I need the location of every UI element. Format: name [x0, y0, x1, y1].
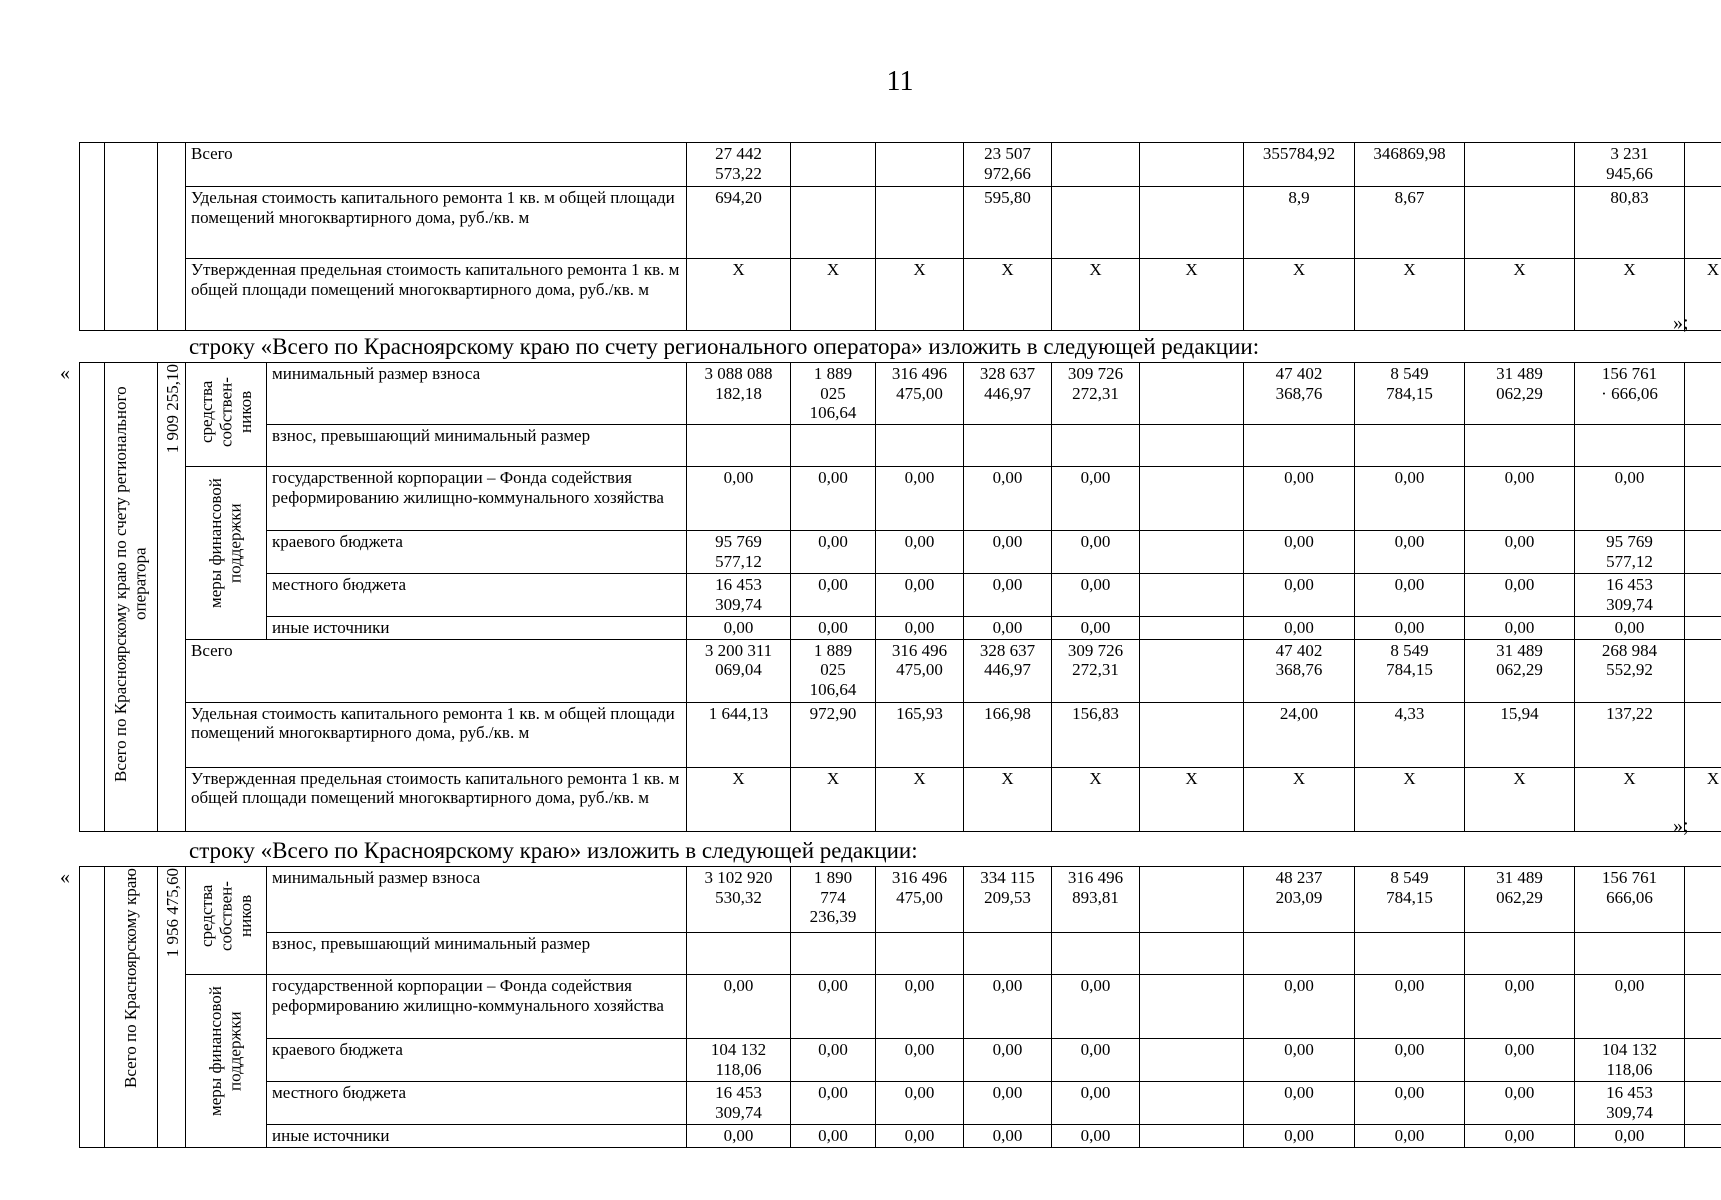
group-owners — [186, 363, 267, 467]
blank-cell — [80, 143, 105, 331]
value-cell: 0,00 — [1244, 531, 1355, 574]
value-cell: 23 507 972,66 — [964, 143, 1052, 187]
value-cell — [876, 143, 964, 187]
value-cell — [1685, 975, 1721, 1039]
value-cell: 80,83 — [1575, 187, 1685, 259]
value-cell — [687, 933, 791, 975]
value-cell: 0,00 — [876, 617, 964, 640]
value-cell: 0,00 — [964, 1082, 1052, 1125]
group-owners-text: средства собствен-ников — [196, 377, 255, 447]
value-cell: 0,00 — [1244, 975, 1355, 1039]
value-cell: 8 549 784,15 — [1355, 363, 1465, 425]
value-cell: 0,00 — [964, 617, 1052, 640]
value-cell: 3 102 920 530,32 — [687, 867, 791, 933]
value-cell — [1140, 639, 1244, 702]
table-row — [80, 1082, 1721, 1125]
value-cell: 0,00 — [876, 1082, 964, 1125]
value-cell — [1052, 143, 1140, 187]
value-cell — [1140, 1039, 1244, 1082]
value-cell: 0,00 — [1465, 1082, 1575, 1125]
value-cell: 0,00 — [1052, 1082, 1140, 1125]
value-cell: X — [1685, 767, 1721, 831]
value-cell: X — [876, 259, 964, 331]
table-regional-operator — [79, 362, 1721, 832]
row-group-header-text: Всего по Красноярскому краю — [121, 868, 141, 1088]
table-row — [80, 639, 1721, 702]
value-cell — [1685, 702, 1721, 767]
value-cell: 0,00 — [1465, 1125, 1575, 1148]
value-cell: 268 984 552,92 — [1575, 639, 1685, 702]
value-cell: 355784,92 — [1244, 143, 1355, 187]
value-cell: X — [687, 767, 791, 831]
value-cell: 0,00 — [1355, 975, 1465, 1039]
value-cell: 95 769 577,12 — [1575, 531, 1685, 574]
value-cell: 1 890 774 236,39 — [791, 867, 876, 933]
area-cell — [158, 867, 186, 1148]
value-cell: 0,00 — [876, 975, 964, 1039]
table-row — [80, 259, 1721, 331]
value-cell: 316 496 475,00 — [876, 363, 964, 425]
value-cell: 0,00 — [791, 467, 876, 531]
value-cell — [1685, 933, 1721, 975]
value-cell: 104 132 118,06 — [687, 1039, 791, 1082]
value-cell — [1465, 143, 1575, 187]
value-cell: 328 637 446,97 — [964, 639, 1052, 702]
table-row — [80, 531, 1721, 574]
value-cell: X — [1140, 259, 1244, 331]
table-row — [80, 933, 1721, 975]
value-cell — [1465, 187, 1575, 259]
value-cell — [791, 143, 876, 187]
value-cell: X — [1052, 259, 1140, 331]
row-group-header — [105, 867, 158, 1148]
value-cell: 0,00 — [1355, 1125, 1465, 1148]
value-cell — [1140, 867, 1244, 933]
value-cell: 0,00 — [876, 1039, 964, 1082]
caption-operator: строку «Всего по Красноярскому краю по счету регионального оператора» изложить в следующей редакции: — [189, 334, 1260, 359]
value-cell: 0,00 — [1575, 1125, 1685, 1148]
value-cell: 0,00 — [791, 1039, 876, 1082]
value-cell: 328 637 446,97 — [964, 363, 1052, 425]
blank-cell — [105, 143, 158, 331]
value-cell: 0,00 — [791, 574, 876, 617]
value-cell — [1685, 1039, 1721, 1082]
group-owners — [186, 867, 267, 975]
value-cell — [1685, 187, 1721, 259]
value-cell: 0,00 — [876, 1125, 964, 1148]
value-cell: 0,00 — [1355, 1082, 1465, 1125]
row-label: иные источники — [267, 617, 687, 640]
value-cell — [1244, 933, 1355, 975]
value-cell — [1140, 143, 1244, 187]
value-cell: 309 726 272,31 — [1052, 639, 1140, 702]
value-cell — [1355, 933, 1465, 975]
row-group-header — [105, 363, 158, 832]
value-cell: 0,00 — [964, 1125, 1052, 1148]
value-cell: 137,22 — [1575, 702, 1685, 767]
value-cell: 0,00 — [1355, 574, 1465, 617]
table-row — [80, 1039, 1721, 1082]
value-cell: 166,98 — [964, 702, 1052, 767]
open-quote: « — [60, 362, 70, 384]
value-cell — [964, 933, 1052, 975]
value-cell: 165,93 — [876, 702, 964, 767]
page-number: 11 — [886, 66, 914, 97]
value-cell: 0,00 — [1244, 574, 1355, 617]
area-value: 1 909 255,10 — [163, 364, 182, 454]
value-cell — [1685, 467, 1721, 531]
value-cell: 316 496 893,81 — [1052, 867, 1140, 933]
value-cell — [876, 933, 964, 975]
value-cell — [1685, 867, 1721, 933]
value-cell — [964, 425, 1052, 467]
value-cell: X — [1244, 259, 1355, 331]
table-row — [80, 425, 1721, 467]
row-label: Утвержденная предельная стоимость капитального ремонта 1 кв. м общей площади помещений многоквартирного дома, руб./кв. м — [186, 259, 687, 331]
value-cell: 0,00 — [1575, 617, 1685, 640]
value-cell: 0,00 — [1465, 574, 1575, 617]
row-label: краевого бюджета — [267, 1039, 687, 1082]
row-label: краевого бюджета — [267, 531, 687, 574]
value-cell: 27 442 573,22 — [687, 143, 791, 187]
table-row — [80, 574, 1721, 617]
value-cell: 8 549 784,15 — [1355, 639, 1465, 702]
row-label: Утвержденная предельная стоимость капитального ремонта 1 кв. м общей площади помещений многоквартирного дома, руб./кв. м — [186, 767, 687, 831]
value-cell — [1140, 702, 1244, 767]
row-label: государственной корпорации – Фонда содействия реформированию жилищно-коммунального хозяйства — [267, 975, 687, 1039]
caption-total: строку «Всего по Красноярскому краю» изложить в следующей редакции: — [189, 838, 918, 863]
value-cell — [1140, 187, 1244, 259]
value-cell: X — [1575, 259, 1685, 331]
table-row — [80, 867, 1721, 933]
value-cell — [1685, 425, 1721, 467]
value-cell: 0,00 — [1575, 467, 1685, 531]
value-cell: X — [1244, 767, 1355, 831]
value-cell — [1140, 1082, 1244, 1125]
value-cell: 595,80 — [964, 187, 1052, 259]
value-cell: 0,00 — [1244, 1039, 1355, 1082]
open-quote: « — [60, 866, 70, 888]
group-support — [186, 467, 267, 640]
row-group-header-text: Всего по Красноярскому краю по счету регионального оператора — [111, 386, 150, 782]
value-cell: 104 132 118,06 — [1575, 1039, 1685, 1082]
value-cell — [1465, 933, 1575, 975]
value-cell: 0,00 — [1052, 574, 1140, 617]
row-label: взнос, превышающий минимальный размер — [267, 425, 687, 467]
value-cell: X — [1685, 259, 1721, 331]
value-cell: 0,00 — [876, 574, 964, 617]
value-cell — [1140, 531, 1244, 574]
value-cell — [1140, 975, 1244, 1039]
value-cell: 0,00 — [1355, 1039, 1465, 1082]
value-cell: 0,00 — [687, 617, 791, 640]
value-cell: X — [1465, 259, 1575, 331]
value-cell — [1052, 187, 1140, 259]
value-cell: X — [1465, 767, 1575, 831]
blank-cell — [158, 143, 186, 331]
value-cell — [1685, 143, 1721, 187]
value-cell — [1052, 425, 1140, 467]
value-cell — [791, 933, 876, 975]
group-support-text: меры финансовой поддержки — [206, 478, 245, 608]
group-support — [186, 975, 267, 1148]
value-cell: 15,94 — [1465, 702, 1575, 767]
value-cell — [1355, 425, 1465, 467]
value-cell: 0,00 — [1355, 531, 1465, 574]
value-cell: 0,00 — [1465, 617, 1575, 640]
value-cell: 1 889 025 106,64 — [791, 639, 876, 702]
value-cell: 0,00 — [791, 1082, 876, 1125]
value-cell — [687, 425, 791, 467]
value-cell: 47 402 368,76 — [1244, 363, 1355, 425]
table-row — [80, 767, 1721, 831]
value-cell — [1575, 425, 1685, 467]
value-cell: 156 761 · 666,06 — [1575, 363, 1685, 425]
value-cell: 8,9 — [1244, 187, 1355, 259]
value-cell: 3 088 088 182,18 — [687, 363, 791, 425]
value-cell: 4,33 — [1355, 702, 1465, 767]
value-cell — [1575, 933, 1685, 975]
value-cell: 16 453 309,74 — [687, 574, 791, 617]
value-cell: 0,00 — [964, 467, 1052, 531]
value-cell: 0,00 — [1355, 617, 1465, 640]
value-cell: 0,00 — [687, 975, 791, 1039]
value-cell: 316 496 475,00 — [876, 867, 964, 933]
value-cell: 0,00 — [791, 975, 876, 1039]
value-cell: 0,00 — [1244, 467, 1355, 531]
group-support-text: меры финансовой поддержки — [206, 986, 245, 1116]
value-cell: 8,67 — [1355, 187, 1465, 259]
row-label: Удельная стоимость капитального ремонта 1 кв. м общей площади помещений многоквартирного дома, руб./кв. м — [186, 187, 687, 259]
value-cell — [1685, 639, 1721, 702]
value-cell: 95 769 577,12 — [687, 531, 791, 574]
value-cell: 0,00 — [1052, 531, 1140, 574]
value-cell: 0,00 — [1465, 467, 1575, 531]
value-cell — [791, 425, 876, 467]
value-cell: 0,00 — [1465, 975, 1575, 1039]
value-cell — [1685, 1082, 1721, 1125]
value-cell: 0,00 — [1575, 975, 1685, 1039]
value-cell: 0,00 — [791, 1125, 876, 1148]
value-cell: 694,20 — [687, 187, 791, 259]
value-cell — [1140, 574, 1244, 617]
value-cell: 0,00 — [1052, 617, 1140, 640]
table-top-continuation — [79, 142, 1721, 331]
area-cell — [158, 363, 186, 832]
value-cell: X — [1355, 767, 1465, 831]
value-cell: 31 489 062,29 — [1465, 363, 1575, 425]
row-label: Всего — [186, 143, 687, 187]
value-cell: X — [791, 259, 876, 331]
value-cell: 47 402 368,76 — [1244, 639, 1355, 702]
table-row — [80, 975, 1721, 1039]
table-row — [80, 143, 1721, 187]
value-cell: 48 237 203,09 — [1244, 867, 1355, 933]
row-label: иные источники — [267, 1125, 687, 1148]
value-cell — [1465, 425, 1575, 467]
value-cell: X — [1140, 767, 1244, 831]
value-cell: 0,00 — [876, 531, 964, 574]
value-cell — [1140, 933, 1244, 975]
closing-mark: »; — [1673, 312, 1689, 334]
value-cell: 156 761 666,06 — [1575, 867, 1685, 933]
value-cell — [1244, 425, 1355, 467]
blank-cell — [80, 867, 105, 1148]
row-label: Всего — [186, 639, 687, 702]
value-cell: 0,00 — [1052, 1125, 1140, 1148]
value-cell: 0,00 — [687, 467, 791, 531]
closing-mark: »; — [1673, 815, 1689, 837]
row-label: местного бюджета — [267, 1082, 687, 1125]
value-cell: 0,00 — [1465, 531, 1575, 574]
value-cell: X — [876, 767, 964, 831]
value-cell — [876, 425, 964, 467]
value-cell: 0,00 — [964, 531, 1052, 574]
value-cell: X — [964, 767, 1052, 831]
table-row — [80, 1125, 1721, 1148]
value-cell: 0,00 — [1244, 1082, 1355, 1125]
value-cell: 0,00 — [1244, 1125, 1355, 1148]
value-cell: 31 489 062,29 — [1465, 867, 1575, 933]
table-row — [80, 702, 1721, 767]
value-cell: 0,00 — [1355, 467, 1465, 531]
value-cell: 0,00 — [964, 574, 1052, 617]
value-cell: X — [687, 259, 791, 331]
value-cell: 31 489 062,29 — [1465, 639, 1575, 702]
value-cell: 1 889 025 106,64 — [791, 363, 876, 425]
value-cell: 0,00 — [1052, 1039, 1140, 1082]
table-row — [80, 363, 1721, 425]
value-cell — [1140, 467, 1244, 531]
value-cell: 3 231 945,66 — [1575, 143, 1685, 187]
value-cell: 1 644,13 — [687, 702, 791, 767]
value-cell: 334 115 209,53 — [964, 867, 1052, 933]
value-cell: 3 200 311 069,04 — [687, 639, 791, 702]
value-cell — [1052, 933, 1140, 975]
value-cell: 16 453 309,74 — [687, 1082, 791, 1125]
value-cell — [1140, 617, 1244, 640]
value-cell: 8 549 784,15 — [1355, 867, 1465, 933]
row-label: местного бюджета — [267, 574, 687, 617]
value-cell — [1685, 574, 1721, 617]
value-cell: 0,00 — [1052, 975, 1140, 1039]
value-cell — [1140, 363, 1244, 425]
value-cell — [1140, 1125, 1244, 1148]
value-cell: 24,00 — [1244, 702, 1355, 767]
value-cell: 16 453 309,74 — [1575, 1082, 1685, 1125]
value-cell: 0,00 — [791, 531, 876, 574]
value-cell: 0,00 — [687, 1125, 791, 1148]
value-cell — [1140, 425, 1244, 467]
row-label: Удельная стоимость капитального ремонта 1 кв. м общей площади помещений многоквартирного дома, руб./кв. м — [186, 702, 687, 767]
value-cell — [791, 187, 876, 259]
value-cell: 316 496 475,00 — [876, 639, 964, 702]
value-cell: 0,00 — [964, 975, 1052, 1039]
value-cell — [876, 187, 964, 259]
value-cell: 16 453 309,74 — [1575, 574, 1685, 617]
row-label: взнос, превышающий минимальный размер — [267, 933, 687, 975]
value-cell: X — [1355, 259, 1465, 331]
group-owners-text: средства собствен-ников — [196, 881, 255, 951]
value-cell: X — [964, 259, 1052, 331]
table-total — [79, 866, 1721, 1148]
table-row — [80, 187, 1721, 259]
value-cell — [1685, 617, 1721, 640]
value-cell: 346869,98 — [1355, 143, 1465, 187]
blank-cell — [80, 363, 105, 832]
table-row — [80, 617, 1721, 640]
value-cell — [1685, 531, 1721, 574]
row-label: минимальный размер взноса — [267, 867, 687, 933]
value-cell: 0,00 — [1052, 467, 1140, 531]
value-cell: X — [791, 767, 876, 831]
row-label: минимальный размер взноса — [267, 363, 687, 425]
value-cell — [1685, 1125, 1721, 1148]
area-value: 1 956 475,60 — [163, 868, 182, 958]
value-cell: X — [1052, 767, 1140, 831]
value-cell: 0,00 — [1244, 617, 1355, 640]
value-cell: 0,00 — [791, 617, 876, 640]
table-row — [80, 467, 1721, 531]
value-cell: 156,83 — [1052, 702, 1140, 767]
value-cell — [1685, 363, 1721, 425]
value-cell: 0,00 — [876, 467, 964, 531]
row-label: государственной корпорации – Фонда содействия реформированию жилищно-коммунального хозяйства — [267, 467, 687, 531]
value-cell: 309 726 272,31 — [1052, 363, 1140, 425]
value-cell: X — [1575, 767, 1685, 831]
value-cell: 972,90 — [791, 702, 876, 767]
value-cell: 0,00 — [1465, 1039, 1575, 1082]
value-cell: 0,00 — [964, 1039, 1052, 1082]
